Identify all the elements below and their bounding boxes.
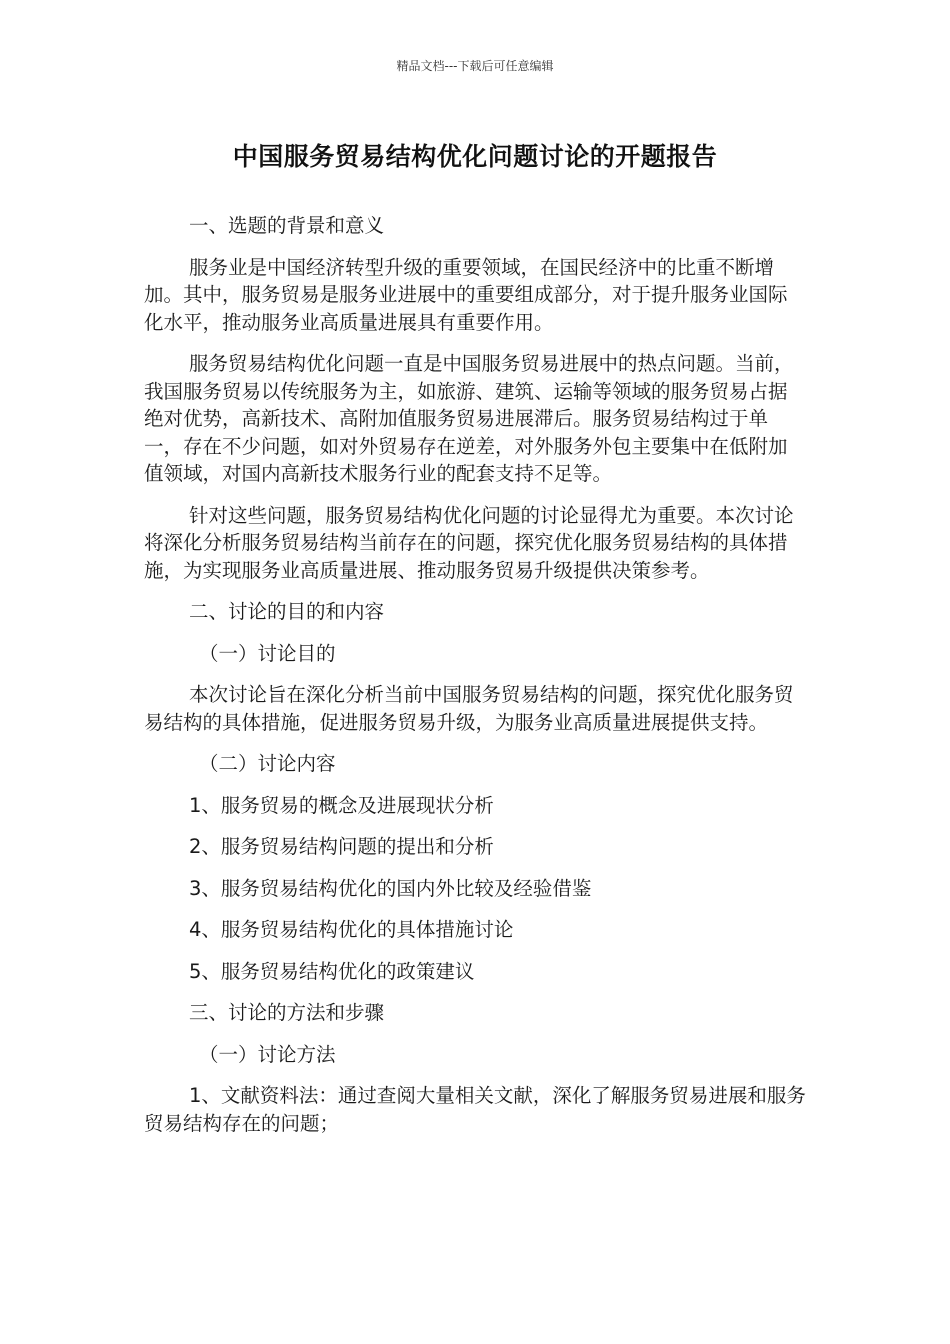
section-3-heading: 三、讨论的方法和步骤: [189, 1001, 385, 1024]
purpose-paragraph: 本次讨论旨在深化分析当前中国服务贸易结构的问题，探究优化服务贸易结构的具体措施，促进服务贸易升级，为服务业高质量进展提供支持。: [144, 683, 794, 734]
method-subheading: （一）讨论方法: [199, 1042, 336, 1066]
section-2-heading: 二、讨论的目的和内容: [189, 600, 385, 623]
method-item-1: 1、文献资料法：通过查阅大量相关文献，深化了解服务贸易进展和服务贸易结构存在的问题；: [144, 1084, 806, 1135]
content-list-item-3: 3、服务贸易结构优化的国内外比较及经验借鉴: [189, 876, 592, 900]
section-1-paragraph-1: 服务业是中国经济转型升级的重要领域，在国民经济中的比重不断增加。其中，服务贸易是服务业进展中的重要组成部分，对于提升服务业国际化水平，推动服务业高质量进展具有重要作用。: [144, 255, 788, 334]
content-list-item-4: 4、服务贸易结构优化的具体措施讨论: [189, 918, 514, 941]
purpose-subheading: （一）讨论目的: [199, 641, 336, 665]
section-1-heading: 一、选题的背景和意义: [189, 214, 385, 237]
document-body: [144, 212, 806, 1151]
section-1-paragraph-3: 针对这些问题，服务贸易结构优化问题的讨论显得尤为重要。本次讨论将深化分析服务贸易结构当前存在的问题，探究优化服务贸易结构的具体措施，为实现服务业高质量进展、推动服务贸易升级提供决策参考。: [144, 503, 794, 582]
content-subheading: （二）讨论内容: [199, 752, 336, 775]
document-title: 中国服务贸易结构优化问题讨论的开题报告: [232, 142, 718, 171]
section-1-paragraph-2: 服务贸易结构优化问题一直是中国服务贸易进展中的热点问题。当前，我国服务贸易以传统服务为主，如旅游、建筑、运输等领域的服务贸易占据绝对优势，高新技术、高附加值服务贸易进展滞后。服务贸易结构过于单一，存在不少问题，如对外贸易存在逆差，对外服务外包主要集中在低附加值领域，对国内高新技术服务行业的配套支持不足等。: [144, 352, 794, 485]
header-note: 精品文档---下载后可任意编辑: [396, 59, 554, 73]
content-list-item-2: 2、服务贸易结构问题的提出和分析: [189, 835, 494, 858]
content-list-item-1: 1、服务贸易的概念及进展现状分析: [189, 793, 494, 817]
content-list-item-5: 5、服务贸易结构优化的政策建议: [189, 959, 475, 983]
